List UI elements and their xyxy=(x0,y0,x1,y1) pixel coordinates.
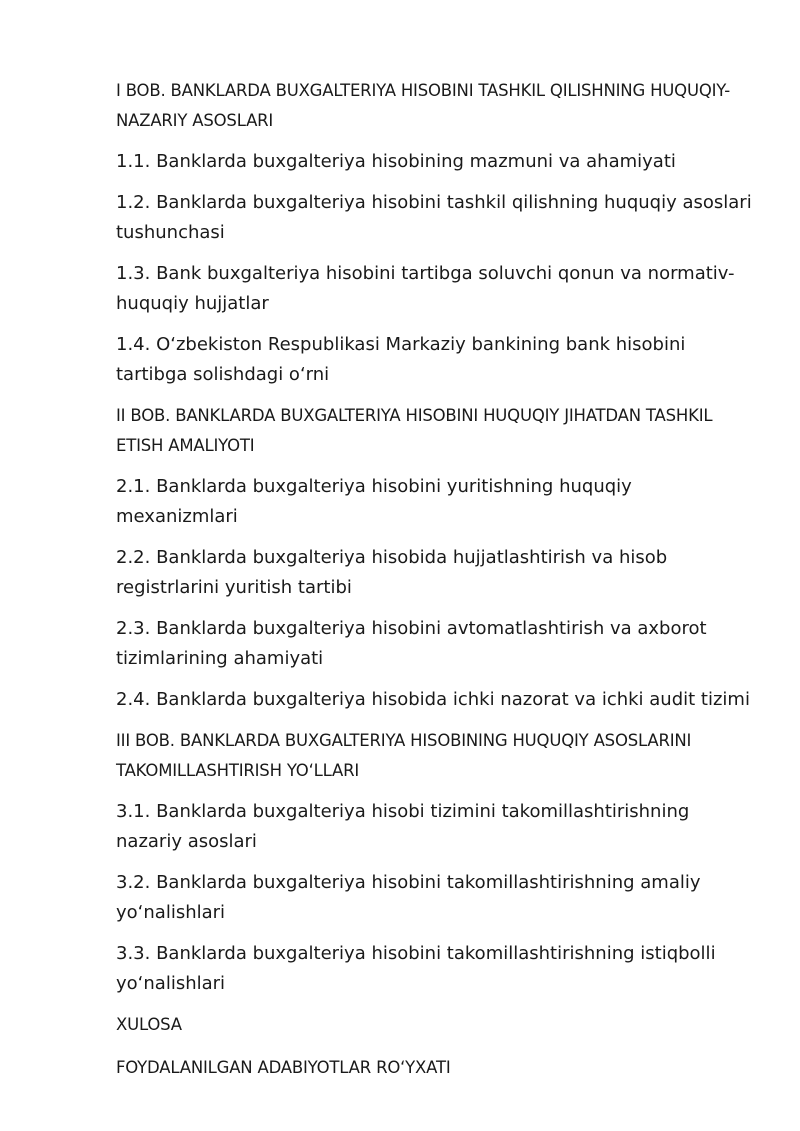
section-2-3: 2.3. Banklarda buxgalteriya hisobini avtomatlashtirish va axborot tizimlarining ahamiyati xyxy=(116,618,707,669)
section-1-3: 1.3. Bank buxgalteriya hisobini tartibga soluvchi qonun va normativ-huquqiy hujjatlar xyxy=(116,263,735,314)
section-2-4: 2.4. Banklarda buxgalteriya hisobida ichki nazorat va ichki audit tizimi xyxy=(116,689,750,710)
chapter-1-heading: I BOB. BANKLARDA BUXGALTERIYA HISOBINI TASHKIL QILISHNING HUQUQIY-NAZARIY ASOSLARI xyxy=(116,81,730,130)
section-3-1: 3.1. Banklarda buxgalteriya hisobi tizimini takomillashtirishning nazariy asoslari xyxy=(116,801,690,852)
chapter-3-heading: III BOB. BANKLARDA BUXGALTERIYA HISOBINING HUQUQIY ASOSLARINI TAKOMILLASHTIRISH YO‘LLARI xyxy=(116,731,692,780)
conclusion-heading: XULOSA xyxy=(116,1015,182,1034)
chapter-2-heading: II BOB. BANKLARDA BUXGALTERIYA HISOBINI HUQUQIY JIHATDAN TASHKIL ETISH AMALIYOTI xyxy=(116,406,713,455)
section-2-2: 2.2. Banklarda buxgalteriya hisobida hujjatlashtirish va hisob registrlarini yuritish tartibi xyxy=(116,547,668,598)
references-heading: FOYDALANILGAN ADABIYOTLAR RO‘YXATI xyxy=(116,1058,451,1077)
section-1-4: 1.4. O‘zbekiston Respublikasi Markaziy bankining bank hisobini tartibga solishdagi o‘rni xyxy=(116,334,686,385)
section-2-1: 2.1. Banklarda buxgalteriya hisobini yuritishning huquqiy mexanizmlari xyxy=(116,476,632,527)
section-3-3: 3.3. Banklarda buxgalteriya hisobini takomillashtirishning istiqbolli yo‘nalishlari xyxy=(116,943,716,994)
section-1-2: 1.2. Banklarda buxgalteriya hisobini tashkil qilishning huquqiy asoslari tushunchasi xyxy=(116,192,752,243)
section-1-1: 1.1. Banklarda buxgalteriya hisobining mazmuni va ahamiyati xyxy=(116,151,676,172)
table-of-contents xyxy=(116,76,756,1096)
section-3-2: 3.2. Banklarda buxgalteriya hisobini takomillashtirishning amaliy yo‘nalishlari xyxy=(116,872,701,923)
